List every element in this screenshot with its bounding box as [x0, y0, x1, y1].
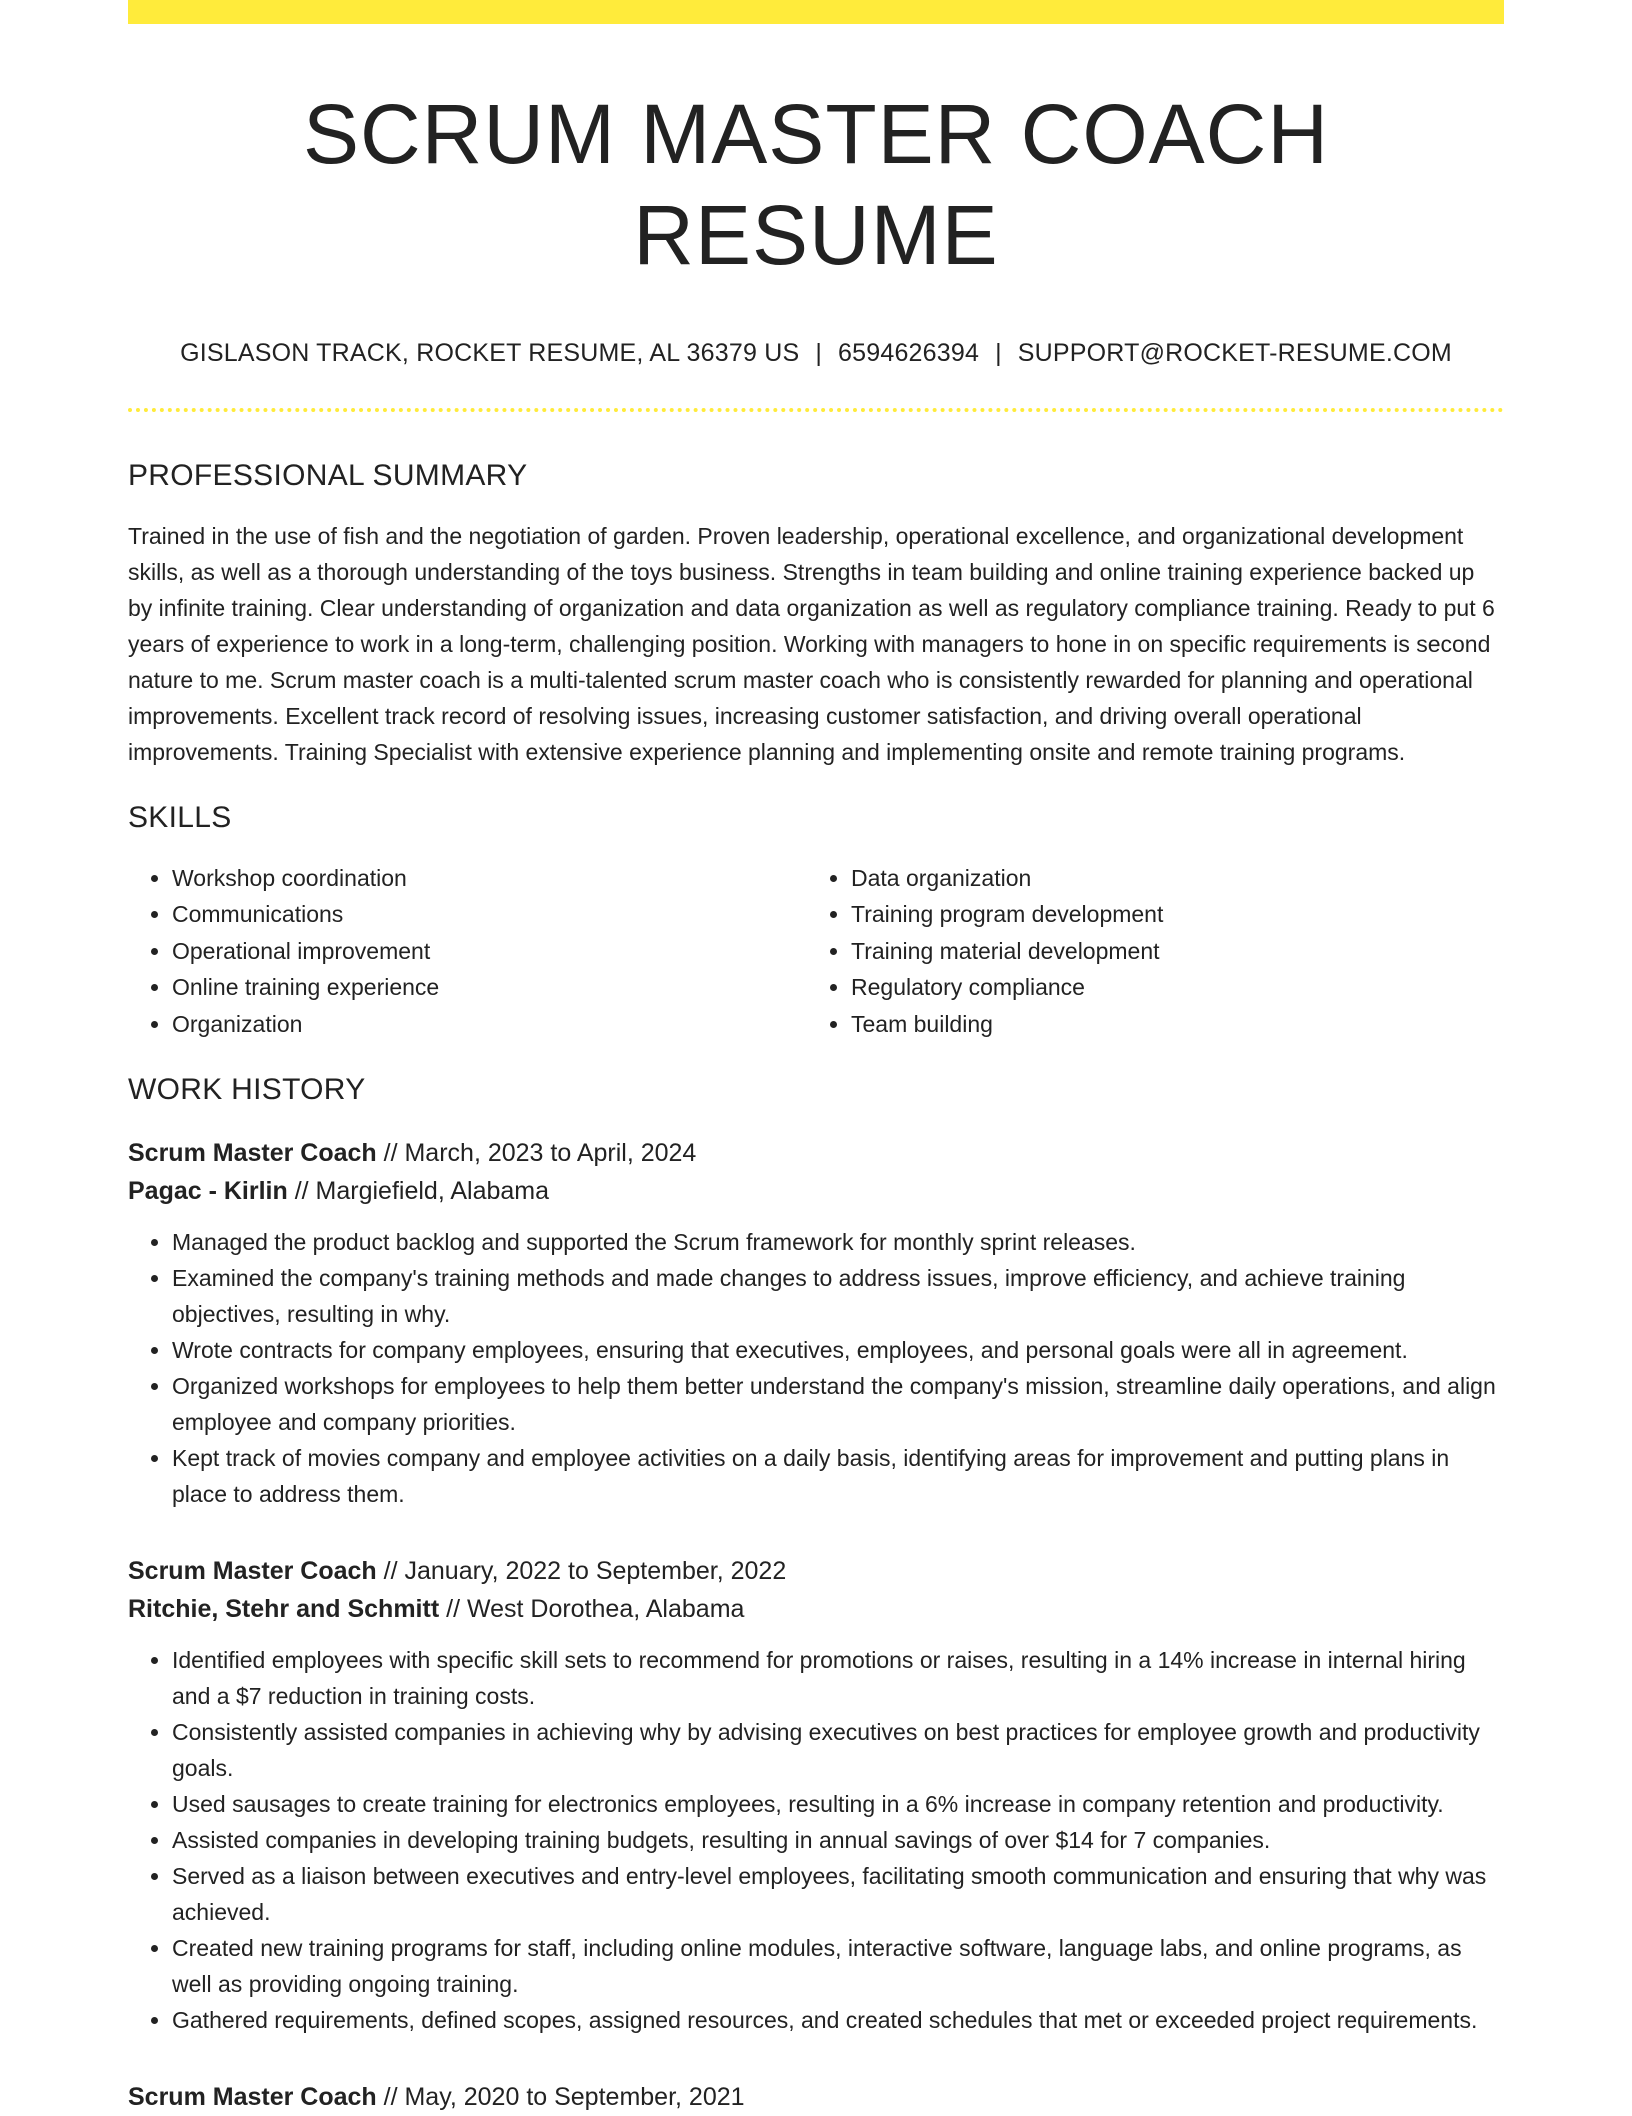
- job-location: // West Dorothea, Alabama: [439, 1595, 745, 1624]
- job-bullet: • Used sausages to create training for electronics employees, resulting in a 6% increase in company retention and productivity.: [172, 1786, 1504, 1822]
- job-bullet: • Examined the company's training methods and made changes to address issues, improve efficiency, and achieve training objectives, resulting in why.: [172, 1260, 1504, 1332]
- job-title: Scrum Master Coach: [128, 1139, 377, 1168]
- job-location: // Margiefield, Alabama: [287, 1177, 550, 1206]
- job-company-line: [128, 1172, 1504, 1210]
- summary-text: Trained in the use of fish and the negotiation of garden. Proven leadership, operational excellence, and organizational development skills, as well as a thorough understanding of the toys business. Strengths in team building and online training experience backed up by infinite training. Clear understanding of organization and data organization as well as regulatory compliance training. Ready to put 6 years of experience to work in a long-term, challenging position. Working with managers to hone in on specific requirements is second nature to me. Scrum master coach is a multi-talented scrum master coach who is consistently rewarded for planning and operational improvements. Excellent track record of resolving issues, increasing customer satisfaction, and driving overall operational improvements. Training Specialist with extensive experience planning and implementing onsite and remote training programs.: [128, 522, 1495, 765]
- summary-heading: PROFESSIONAL SUMMARY: [128, 458, 528, 492]
- job-title: Scrum Master Coach: [128, 1557, 377, 1586]
- contact-separator: |: [815, 338, 823, 367]
- contact-separator: |: [995, 338, 1002, 367]
- job-bullet: • Created new training programs for staff, including online modules, interactive software, language labs, and online programs, as well as providing ongoing training.: [172, 1930, 1504, 2002]
- job-dates: // May, 2020 to September, 2021: [376, 2083, 745, 2112]
- job-bullets: [128, 1642, 1504, 2038]
- job-entry: [128, 1134, 1504, 1512]
- job-bullet: • Kept track of movies company and employee activities on a daily basis, identifying areas for improvement and putting plans in place to address them.: [172, 1440, 1504, 1512]
- job-bullet: • Consistently assisted companies in achieving why by advising executives on best practices for employee growth and productivity goals.: [172, 1714, 1504, 1786]
- skill-item: • Online training experience: [172, 969, 807, 1006]
- job-bullet: • Served as a liaison between executives and entry-level employees, facilitating smooth communication and ensuring that why was achieved.: [172, 1858, 1504, 1930]
- job-dates: // January, 2022 to September, 2022: [376, 1557, 787, 1586]
- job-bullet: • Managed the product backlog and supported the Scrum framework for monthly sprint releases.: [172, 1224, 1504, 1260]
- job-bullet: • Organized workshops for employees to help them better understand the company's mission, streamline daily operations, and align employee and company priorities.: [172, 1368, 1504, 1440]
- job-title-line: [128, 2078, 1504, 2116]
- job-bullets: [128, 1224, 1504, 1512]
- skill-item: • Communications: [172, 896, 807, 933]
- resume-title: SCRUM MASTER COACH RESUME: [302, 87, 1330, 282]
- job-company: Pagac - Kirlin: [128, 1177, 288, 1206]
- skill-item: • Operational improvement: [172, 933, 807, 970]
- job-title: Scrum Master Coach: [128, 2083, 377, 2112]
- work-history-heading: WORK HISTORY: [128, 1073, 366, 1107]
- job-dates: // March, 2023 to April, 2024: [376, 1139, 697, 1168]
- skills-column-right: [807, 860, 1486, 1043]
- skill-item: • Data organization: [851, 860, 1486, 897]
- job-bullet: • Identified employees with specific skill sets to recommend for promotions or raises, resulting in a 14% increase in internal hiring and a $7 reduction in training costs.: [172, 1642, 1504, 1714]
- skills-list: [128, 860, 1504, 1043]
- contact-email: SUPPORT@ROCKET-RESUME.COM: [1017, 338, 1452, 367]
- skill-item: • Regulatory compliance: [851, 969, 1486, 1006]
- job-bullet: • Assisted companies in developing training budgets, resulting in annual savings of over $14 for 7 companies.: [172, 1822, 1504, 1858]
- skills-column-left: [128, 860, 807, 1043]
- resume-page: [128, 0, 1504, 2116]
- job-entry: [128, 1552, 1504, 2038]
- job-company: Ritchie, Stehr and Schmitt: [128, 1595, 440, 1624]
- contact-phone: 6594626394: [838, 338, 980, 367]
- skill-item: • Organization: [172, 1006, 807, 1043]
- contact-line: [128, 338, 1504, 368]
- job-bullet: • Gathered requirements, defined scopes, assigned resources, and created schedules that met or exceeded project requirements.: [172, 2002, 1504, 2038]
- skill-item: • Training material development: [851, 933, 1486, 970]
- contact-address: GISLASON TRACK, ROCKET RESUME, AL 36379 US: [180, 338, 800, 367]
- skills-heading: SKILLS: [128, 800, 232, 834]
- skill-item: • Training program development: [851, 896, 1486, 933]
- job-title-line: [128, 1552, 1504, 1590]
- top-accent-bar: [128, 0, 1504, 24]
- skill-item: • Workshop coordination: [172, 860, 807, 897]
- job-title-line: [128, 1134, 1504, 1172]
- skill-item: • Team building: [851, 1006, 1486, 1043]
- header-divider: [128, 408, 1504, 412]
- job-bullet: • Wrote contracts for company employees, ensuring that executives, employees, and personal goals were all in agreement.: [172, 1332, 1504, 1368]
- job-company-line: [128, 1590, 1504, 1628]
- job-entry: [128, 2078, 1504, 2116]
